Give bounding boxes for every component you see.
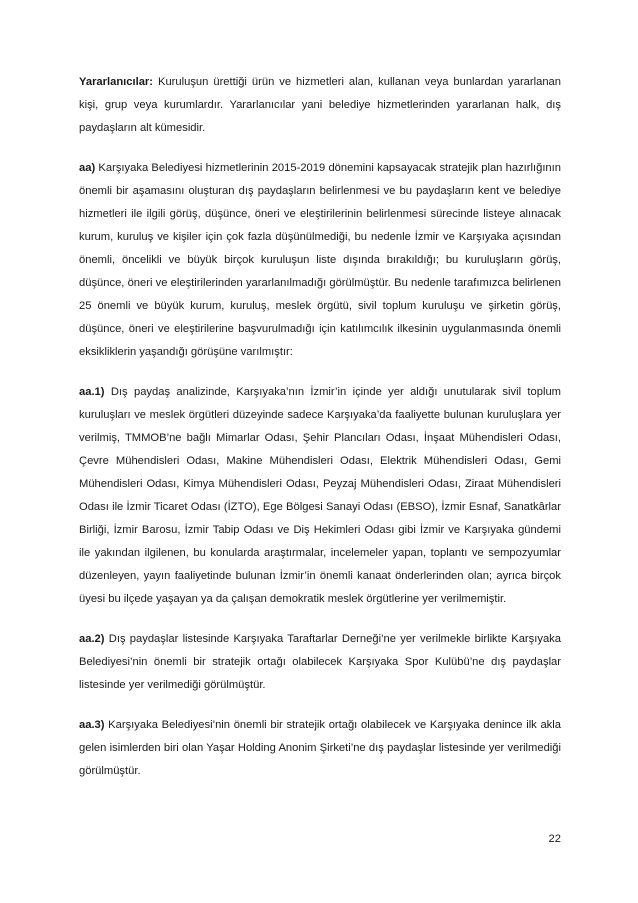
paragraph-text: Kuruluşun ürettiği ürün ve hizmetleri alan, kullanan veya bunlardan yararlanan kişi, grup veya kurumlardır. Yararlanıcılar yani belediye hizmetlerinden yararlanan halk, dış paydaşların alt kümesidir. xyxy=(79,76,561,134)
paragraph-aa3 xyxy=(79,714,561,783)
paragraph-lead: aa.3) xyxy=(79,719,105,731)
paragraph-text: Dış paydaş analizinde, Karşıyaka’nın İzmir’in içinde yer aldığı unutularak sivil toplum kuruluşları ve meslek örgütleri düzeyinde sadece Karşıyaka’da faaliyette bulunan kuruluşlara yer verilmiş, TMMOB’ne bağlı Mimarlar Odası, Şehir Plancıları Odası, İnşaat Mühendisleri Odası, Çevre Mühendisleri Odası, Makine Mühendisleri Odası, Elektrik Mühendisleri Odası, Gemi Mühendisleri Odası, Kimya Mühendisleri Odası, Peyzaj Mühendisleri Odası, Ziraat Mühendisleri Odası ile İzmir Ticaret Odası (İZTO), Ege Bölgesi Sanayi Odası (EBSO), İzmir Esnaf, Sanatkârlar Birliği, İzmir Barosu, İzmir Tabip Odası ve Diş Hekimleri Odası gibi İzmir ve Karşıyaka gündemi ile yakından ilgilenen, bu konularda araştırmalar, incelemeler yapan, toplantı ve sempozyumlar düzenleyen, yayın faaliyetinde bulunan İzmir’in önemli kanaat önderlerinden olan; ayrıca birçok üyesi bu ilçede yaşayan ya da çalışan demokratik meslek örgütlerine yer verilmemiştir. xyxy=(79,386,561,605)
paragraph-aa1 xyxy=(79,381,561,611)
paragraph-lead: aa.2) xyxy=(79,633,105,645)
paragraph-aa2 xyxy=(79,628,561,697)
paragraph-lead: Yararlanıcılar: xyxy=(79,76,154,88)
document-page xyxy=(79,71,561,800)
paragraph-text: Karşıyaka Belediyesi’nin önemli bir stratejik ortağı olabilecek ve Karşıyaka denince ilk akla gelen isimlerden biri olan Yaşar Holding Anonim Şirketi’ne dış paydaşlar listesinde yer verilmediği görülmüştür. xyxy=(79,719,561,777)
page-number: 22 xyxy=(548,833,561,845)
paragraph-yararlanicilar xyxy=(79,71,561,140)
paragraph-aa xyxy=(79,157,561,364)
paragraph-lead: aa) xyxy=(79,162,96,174)
paragraph-text: Dış paydaşlar listesinde Karşıyaka Taraftarlar Derneği’ne yer verilmekle birlikte Karşıyaka Belediyesi’nin önemli bir stratejik ortağı olabilecek Karşıyaka Spor Kulübü’ne dış paydaşlar listesinde yer verilmediği görülmüştür. xyxy=(79,633,561,691)
paragraph-lead: aa.1) xyxy=(79,386,105,398)
paragraph-text: Karşıyaka Belediyesi hizmetlerinin 2015-2019 dönemini kapsayacak stratejik plan hazırlığının önemli bir aşamasını oluşturan dış paydaşların belirlenmesi ve bu paydaşların kent ve belediye hizmetleri ile ilgili görüş, düşünce, öneri ve eleştirilerinin belirlenmesi sürecinde listeye alınacak kurum, kuruluş ve kişiler için çok fazla düşünülmediği, bu nedenle İzmir ve Karşıyaka açısından önemli, öncelikli ve büyük birçok kuruluşun liste dışında bırakıldığı; bu kuruluşların görüş, düşünce, öneri ve eleştirilerinden yararlanılmadığı görülmüştür. Bu nedenle tarafımızca belirlenen 25 önemli ve büyük kurum, kuruluş, meslek örgütü, sivil toplum kuruluşu ve şirketin görüş, düşünce, öneri ve eleştirilerine başvurulmadığı için katılımcılık ilkesinin uygulanmasında önemli eksikliklerin yaşandığı görüşüne varılmıştır: xyxy=(79,162,561,358)
